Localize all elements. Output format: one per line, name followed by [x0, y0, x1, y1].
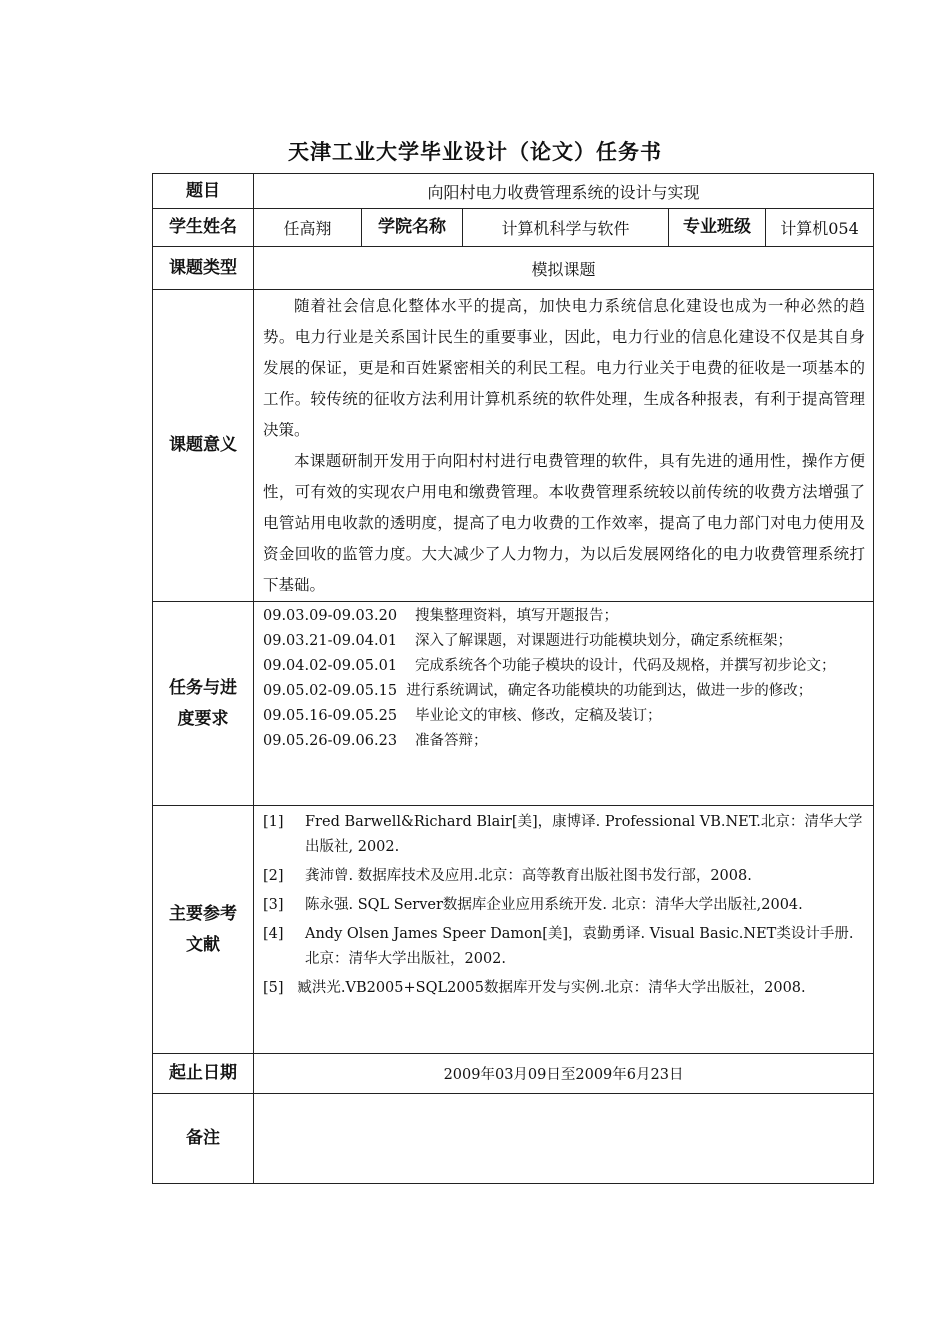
reference-item: [3] 陈永强. SQL Server数据库企业应用系统开发. 北京：清华大学出版社,2004.: [263, 897, 803, 913]
tasks-list: [254, 602, 874, 806]
dates-label: 起止日期: [153, 1054, 254, 1094]
dates-value: 2009年03月09日至2009年6月23日: [254, 1054, 874, 1094]
row-dates: [153, 1054, 874, 1094]
references-label: [153, 806, 254, 1054]
reference-item: [2] 龚沛曾. 数据库技术及应用.北京：高等教育出版社图书发行部，2008.: [263, 868, 752, 884]
student-name-label: 学生姓名: [153, 209, 254, 247]
remarks-value: [254, 1094, 874, 1184]
significance-label: 课题意义: [153, 290, 254, 602]
reference-item: [5] 臧洪光.VB2005+SQL2005数据库开发与实例.北京：清华大学出版社，2008.: [263, 980, 806, 996]
remarks-label: 备注: [153, 1094, 254, 1184]
task-form-table: [152, 173, 874, 1184]
task-item: 09.05.02-09.05.15 进行系统调试，确定各功能模块的功能到达，做进一步的修改；: [263, 683, 813, 699]
class-value: 计算机054: [766, 209, 874, 247]
significance-text: [254, 290, 874, 602]
reference-item: [1] Fred Barwell&Richard Blair[美]，康博译. Professional VB.NET.北京：清华大学出版社, 2002.: [263, 814, 863, 855]
references-label-line1: 主要参考: [169, 903, 237, 924]
task-item: 09.04.02-09.05.01 完成系统各个功能子模块的设计，代码及规格，并撰写初步论文；: [263, 658, 836, 674]
task-item: 09.03.21-09.04.01 深入了解课题，对课题进行功能模块划分，确定系统框架；: [263, 633, 792, 649]
student-name-value: 任高翔: [254, 209, 362, 247]
row-type: [153, 247, 874, 290]
tasks-label-line2: 度要求: [177, 708, 229, 729]
significance-paragraph-1: 随着社会信息化整体水平的提高，加快电力系统信息化建设也成为一种必然的趋势。电力行业是关系国计民生的重要事业，因此，电力行业的信息化建设不仅是其自身发展的保证，更是和百姓紧密相关的利民工程。电力行业关于电费的征收是一项基本的工作。较传统的征收方法利用计算机系统的软件处理，生成各种报表，有利于提高管理决策。: [263, 297, 866, 439]
college-value: 计算机科学与软件: [463, 209, 669, 247]
significance-paragraph-2: 本课题研制开发用于向阳村村进行电费管理的软件，具有先进的通用性，操作方便性，可有效的实现农户用电和缴费管理。本收费管理系统较以前传统的收费方法增强了电管站用电收款的透明度，提高了电力收费的工作效率，提高了电力部门对电力使用及资金回收的监管力度。大大减少了人力物力，为以后发展网络化的电力收费管理系统打下基础。: [263, 452, 866, 594]
type-label: 课题类型: [153, 247, 254, 290]
row-significance: [153, 290, 874, 602]
row-topic: [153, 174, 874, 209]
row-student: [153, 209, 874, 247]
reference-item: [4] Andy Olsen James Speer Damon[美]，袁勤勇译. Visual Basic.NET类设计手册. 北京：清华大学出版社，2002.: [263, 926, 854, 967]
type-value: 模拟课题: [254, 247, 874, 290]
references-list: [254, 806, 874, 1054]
document-title: 天津工业大学毕业设计（论文）任务书: [288, 140, 662, 164]
task-item: 09.05.26-09.06.23 准备答辩；: [263, 733, 488, 749]
tasks-label-line1: 任务与进: [169, 677, 237, 698]
row-remarks: [153, 1094, 874, 1184]
topic-label: 题目: [153, 174, 254, 209]
row-tasks: [153, 602, 874, 806]
row-references: [153, 806, 874, 1054]
tasks-label: [153, 602, 254, 806]
task-item: 09.05.16-09.05.25 毕业论文的审核、修改，定稿及装订；: [263, 708, 662, 724]
references-label-line2: 文献: [186, 934, 220, 955]
topic-value: 向阳村电力收费管理系统的设计与实现: [254, 174, 874, 209]
college-label: 学院名称: [362, 209, 463, 247]
class-label: 专业班级: [669, 209, 766, 247]
task-item: 09.03.09-09.03.20 搜集整理资料，填写开题报告；: [263, 608, 618, 624]
